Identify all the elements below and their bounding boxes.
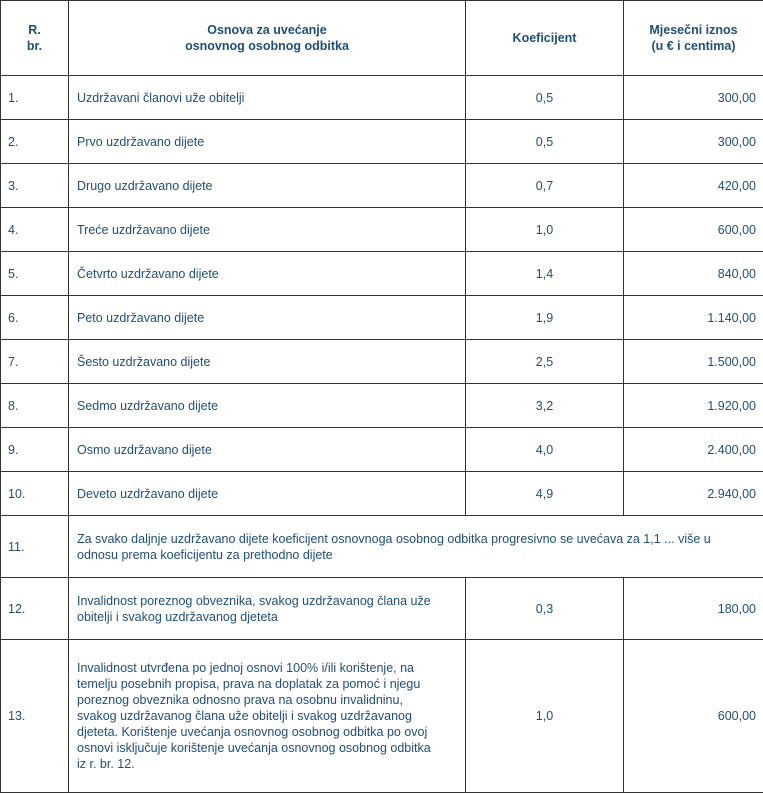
row-number: 7. xyxy=(1,340,69,384)
row-osnova: Prvo uzdržavano dijete xyxy=(69,120,466,164)
row-osnova: Deveto uzdržavano dijete xyxy=(69,472,466,516)
row-osnova-line: svakog uzdržavanog člana uže obitelji i svakog uzdržavanog xyxy=(77,709,412,723)
row-number: 6. xyxy=(1,296,69,340)
row-koeficijent: 2,5 xyxy=(466,340,624,384)
row-osnova: Drugo uzdržavano dijete xyxy=(69,164,466,208)
row-osnova: Treće uzdržavano dijete xyxy=(69,208,466,252)
row-iznos: 1.500,00 xyxy=(624,340,763,384)
header-osnova: Osnova za uvećanje osnovnog osobnog odbitka xyxy=(69,1,466,76)
row-koeficijent: 1,4 xyxy=(466,252,624,296)
header-rb: R. br. xyxy=(1,1,69,76)
row-osnova xyxy=(69,640,466,793)
table-row xyxy=(1,428,763,472)
row-osnova: Osmo uzdržavano dijete xyxy=(69,428,466,472)
row-number: 3. xyxy=(1,164,69,208)
row-number: 8. xyxy=(1,384,69,428)
row-koeficijent: 0,5 xyxy=(466,76,624,120)
table-row xyxy=(1,208,763,252)
table-row xyxy=(1,640,763,793)
row-koeficijent: 1,0 xyxy=(466,640,624,793)
row-koeficijent: 0,3 xyxy=(466,578,624,640)
row-osnova-line: Invalidnost utvrđena po jednoj osnovi 100% i/ili korištenje, na xyxy=(77,661,415,675)
row-osnova-line: Invalidnost poreznog obveznika, svakog uzdržavanog člana uže xyxy=(77,593,431,608)
row-iznos: 840,00 xyxy=(624,252,763,296)
row-number: 9. xyxy=(1,428,69,472)
row-iznos: 2.940,00 xyxy=(624,472,763,516)
row-number: 4. xyxy=(1,208,69,252)
table-row xyxy=(1,120,763,164)
table-row xyxy=(1,516,763,578)
table-header-row xyxy=(1,1,763,76)
row-osnova: Četvrto uzdržavano dijete xyxy=(69,252,466,296)
row-number: 5. xyxy=(1,252,69,296)
row-osnova-line: obitelji i svakog uzdržavanog djeteta xyxy=(77,609,278,624)
row-number: 11. xyxy=(1,516,69,578)
table-row xyxy=(1,76,763,120)
header-iznos: Mjesečni iznos (u € i centima) xyxy=(624,1,763,76)
row-number: 10. xyxy=(1,472,69,516)
row-iznos: 420,00 xyxy=(624,164,763,208)
row-iznos: 300,00 xyxy=(624,76,763,120)
row-iznos: 1.140,00 xyxy=(624,296,763,340)
row-koeficijent: 1,9 xyxy=(466,296,624,340)
table-row xyxy=(1,340,763,384)
header-koeficijent: Koeficijent xyxy=(466,1,624,76)
row-koeficijent: 0,7 xyxy=(466,164,624,208)
row-osnova: Šesto uzdržavano dijete xyxy=(69,340,466,384)
row-osnova: Uzdržavani članovi uže obitelji xyxy=(69,76,466,120)
table-row xyxy=(1,252,763,296)
row-osnova xyxy=(69,578,466,640)
row-osnova-merged xyxy=(69,516,763,578)
row-osnova-line: poreznog obveznika odnosno prava na osobnu invalidninu, xyxy=(77,693,403,707)
row-osnova-line: Za svako daljnje uzdržavano dijete koeficijent osnovnoga osobnog odbitka progresivno se uvećava za 1,1 ... više u xyxy=(77,531,711,546)
row-number: 1. xyxy=(1,76,69,120)
table-row xyxy=(1,578,763,640)
row-osnova-line: djeteta. Korištenje uvećanja osnovnog osobnog odbitka po ovoj xyxy=(77,725,428,739)
row-iznos: 300,00 xyxy=(624,120,763,164)
row-koeficijent: 0,5 xyxy=(466,120,624,164)
row-koeficijent: 1,0 xyxy=(466,208,624,252)
table-row xyxy=(1,296,763,340)
row-iznos: 1.920,00 xyxy=(624,384,763,428)
row-iznos: 600,00 xyxy=(624,640,763,793)
row-iznos: 600,00 xyxy=(624,208,763,252)
row-osnova-line: iz r. br. 12. xyxy=(77,757,135,771)
row-osnova-line: osnovi isključuje korištenje uvećanja osnovnog osobnog odbitka xyxy=(77,741,431,755)
row-koeficijent: 3,2 xyxy=(466,384,624,428)
table-row xyxy=(1,472,763,516)
row-koeficijent: 4,0 xyxy=(466,428,624,472)
row-osnova-line: odnosu prema koeficijentu za prethodno dijete xyxy=(77,547,333,562)
row-osnova-line: temelju posebnih propisa, prava na doplatak za pomoć i njegu xyxy=(77,677,421,691)
table-row xyxy=(1,384,763,428)
row-koeficijent: 4,9 xyxy=(466,472,624,516)
table-row xyxy=(1,164,763,208)
row-number: 13. xyxy=(1,640,69,793)
row-number: 2. xyxy=(1,120,69,164)
row-iznos: 180,00 xyxy=(624,578,763,640)
row-osnova: Sedmo uzdržavano dijete xyxy=(69,384,466,428)
row-osnova: Peto uzdržavano dijete xyxy=(69,296,466,340)
row-number: 12. xyxy=(1,578,69,640)
row-iznos: 2.400,00 xyxy=(624,428,763,472)
